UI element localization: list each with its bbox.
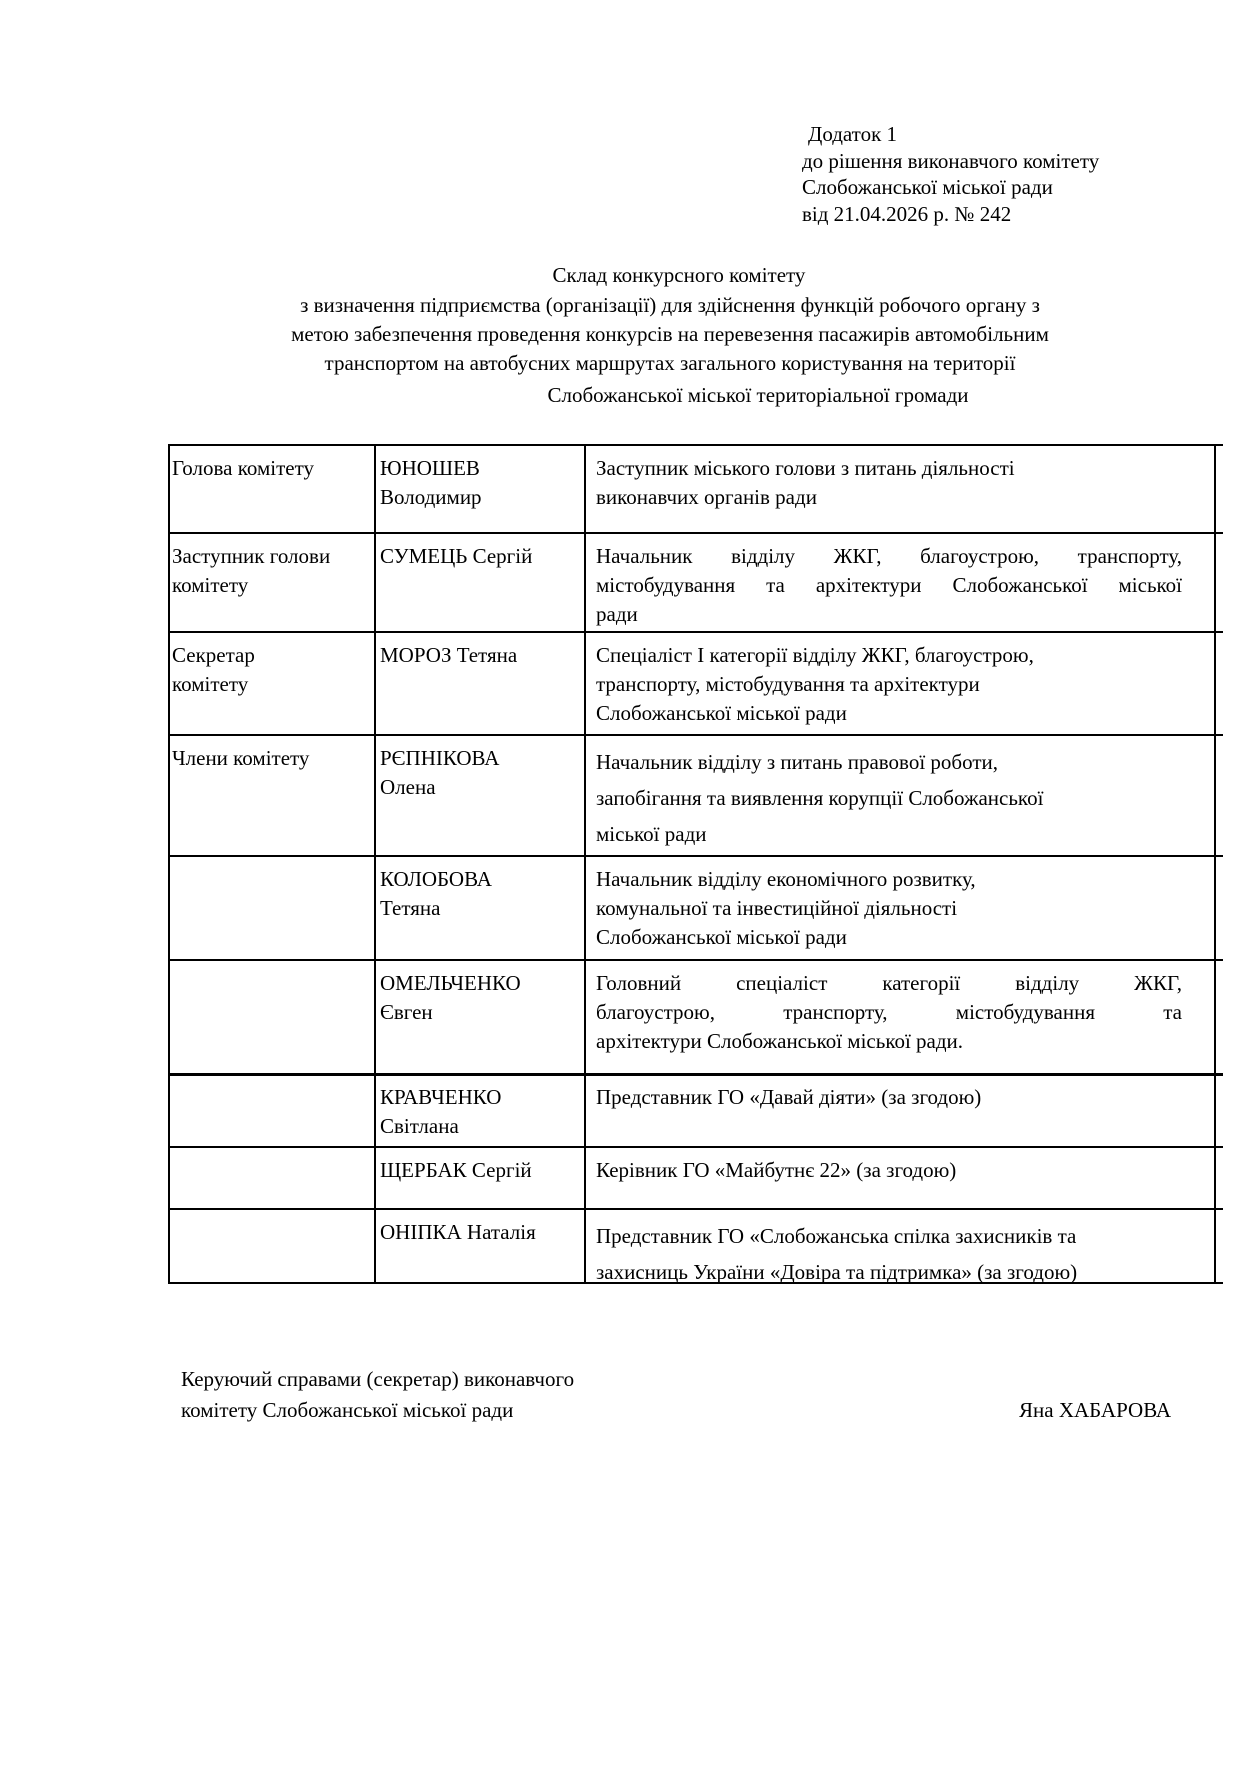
table-cell-role-line: Заступник голови [172,544,331,568]
title-line: транспортом на автобусних маршрутах загального користування на території [324,351,1016,375]
title-line: з визначення підприємства (організації) для здійснення функцій робочого органу з [300,293,1040,317]
table-cell-name-line: Тетяна [380,896,441,920]
table-cell-name-line: Олена [380,775,436,799]
signature-name: Яна ХАБАРОВА [1019,1398,1172,1422]
table-cell-position [596,641,1182,728]
table-cell-position [596,454,1182,512]
table-cell-position-line: Слобожанської міської ради [596,701,847,725]
annex-council: Слобожанської міської ради [802,175,1053,199]
table-row-divider [168,1208,1223,1210]
annex-decision: до рішення виконавчого комітету [802,148,1100,173]
signature-position [181,1364,574,1426]
title-line: Слобожанської міської територіальної громади [547,383,969,407]
table-cell-name-line: Євген [380,1000,433,1024]
table-cell-position [596,744,1182,852]
table-cell-position-line: Представник ГО «Слобожанська спілка захисників та [596,1224,1077,1248]
table-row-divider [168,1073,1223,1076]
table-cell-name-line: РЄПНІКОВА [380,746,500,770]
table-cell-position-line: Спеціаліст І категорії відділу ЖКГ, благоустрою, [596,643,1034,667]
table-row-divider [168,1146,1223,1148]
table-cell-position-line: благоустрою, транспорту, містобудування та [596,1000,1182,1024]
table-cell-position-line: Начальник відділу ЖКГ, благоустрою, транспорту, [596,544,1182,568]
table-cell-role [172,542,372,600]
table-cell-name [380,744,580,802]
table-column-divider [1214,444,1216,1282]
table-column-divider [168,444,170,1282]
table-cell-position-line: ради [596,602,638,626]
table-cell-position-line: Слобожанської міської ради [596,925,847,949]
table-cell-name-line: КОЛОБОВА [380,867,492,891]
table-cell-name [380,1083,580,1141]
table-cell-name [380,865,580,923]
table-cell-position-line: комунальної та інвестиційної діяльності [596,896,958,920]
table-cell-position-line: міської ради [596,822,707,846]
table-cell-position-line: Начальник відділу з питань правової роботи, [596,750,998,774]
table-cell-name-line: ЮНОШЕВ [380,456,480,480]
table-cell-name [380,1218,580,1247]
table-cell-name [380,969,580,1027]
table-cell-name-line: Володимир [380,485,482,509]
table-cell-position [596,865,1182,952]
table-cell-position-line: Головний спеціаліст категорії відділу ЖКГ, [596,971,1182,995]
table-row-divider [168,959,1223,961]
table-cell-name-line: ОНІПКА Наталія [380,1220,536,1244]
table-cell-position-line: транспорту, містобудування та архітектури [596,672,980,696]
table-row-divider [168,444,1223,446]
table-cell-position-line: Представник ГО «Давай діяти» (за згодою) [596,1085,982,1109]
table-column-divider [374,444,376,1282]
table-cell-position-line: містобудування та архітектури Слобожанської міської [596,573,1182,597]
table-cell-role [172,454,372,483]
table-row-divider [168,734,1223,736]
annex-label: Додаток 1 [808,122,898,146]
table-cell-position [596,542,1182,629]
signature-position-line: Керуючий справами (секретар) виконавчого [181,1367,575,1391]
table-cell-position-line: Начальник відділу економічного розвитку, [596,867,976,891]
table-cell-name [380,1156,580,1185]
table-cell-role-line: комітету [172,573,249,597]
annex-date-number: від 21.04.2026 р. № 242 [802,201,1012,226]
annex-header [802,121,1099,227]
table-cell-position [596,1218,1182,1290]
table-cell-role-line: Секретар [172,643,255,667]
table-column-divider [584,444,586,1282]
table-cell-role-line: Члени комітету [172,746,310,770]
title-line: метою забезпечення проведення конкурсів на перевезення пасажирів автомобільним [291,322,1049,346]
table-cell-name [380,641,580,670]
table-cell-position [596,1156,1182,1185]
table-cell-role-line: Голова комітету [172,456,314,480]
table-cell-name [380,454,580,512]
table-row-divider [168,532,1223,534]
title-line: Склад конкурсного комітету [552,263,806,287]
table-cell-position-line: виконавчих органів ради [596,485,817,509]
table-cell-position-line: Заступник міського голови з питань діяльності [596,456,1015,480]
table-cell-name [380,542,580,571]
table-cell-name-line: СУМЕЦЬ Сергій [380,544,533,568]
table-cell-name-line: МОРОЗ Тетяна [380,643,518,667]
table-cell-name-line: ОМЕЛЬЧЕНКО [380,971,521,995]
table-cell-position-line: архітектури Слобожанської міської ради. [596,1029,964,1053]
table-cell-role [172,744,372,773]
signature-position-line: комітету Слобожанської міської ради [181,1398,514,1422]
table-row-divider [168,631,1223,633]
table-cell-position [596,969,1182,1056]
table-cell-position-line: Керівник ГО «Майбутнє 22» (за згодою) [596,1158,957,1182]
table-cell-position-line: захисниць України «Довіра та підтримка» (за згодою) [596,1260,1078,1284]
table-cell-position [596,1083,1182,1112]
table-cell-name-line: Світлана [380,1114,459,1138]
table-cell-name-line: ЩЕРБАК Сергій [380,1158,532,1182]
table-cell-name-line: КРАВЧЕНКО [380,1085,502,1109]
table-row-divider [168,855,1223,857]
table-cell-position-line: запобігання та виявлення корупції Слобожанської [596,786,1044,810]
table-cell-role-line: комітету [172,672,249,696]
table-cell-role [172,641,372,699]
